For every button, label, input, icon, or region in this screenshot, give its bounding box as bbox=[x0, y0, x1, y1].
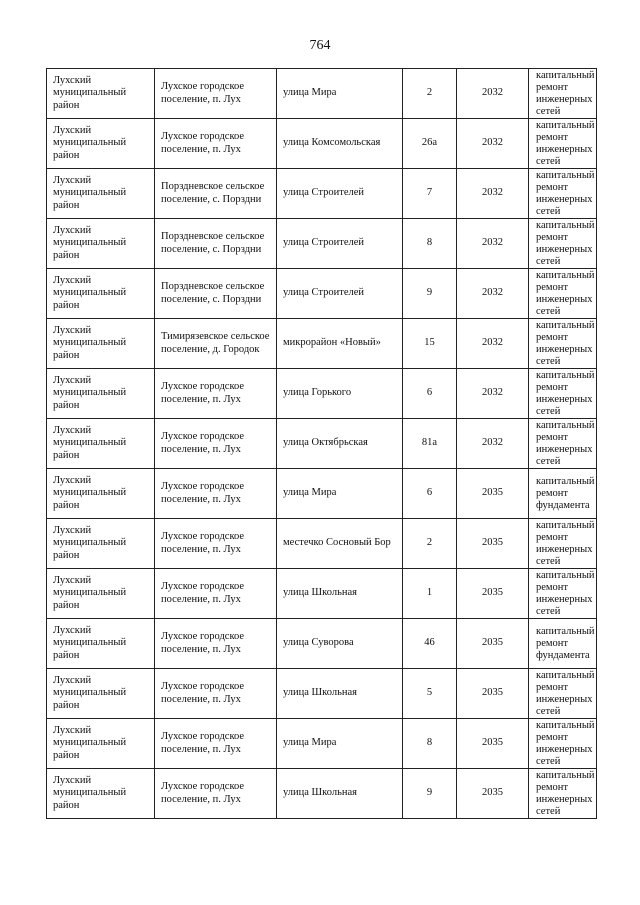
work-type-cell: капитальный ремонт инженерных сетей bbox=[529, 769, 597, 819]
street-cell: улица Суворова bbox=[277, 619, 403, 669]
work-type-cell: капитальный ремонт инженерных сетей bbox=[529, 419, 597, 469]
house-number-cell: 26а bbox=[403, 119, 457, 169]
district-cell: Лухский муниципальный район bbox=[47, 469, 155, 519]
district-cell: Лухский муниципальный район bbox=[47, 669, 155, 719]
district-cell: Лухский муниципальный район bbox=[47, 169, 155, 219]
year-cell: 2035 bbox=[457, 569, 529, 619]
settlement-cell: Лухское городское поселение, п. Лух bbox=[155, 669, 277, 719]
house-number-cell: 6 bbox=[403, 469, 457, 519]
settlement-cell: Лухское городское поселение, п. Лух bbox=[155, 719, 277, 769]
district-cell: Лухский муниципальный район bbox=[47, 569, 155, 619]
table-row bbox=[47, 319, 597, 369]
house-number-cell: 5 bbox=[403, 669, 457, 719]
settlement-cell: Лухское городское поселение, п. Лух bbox=[155, 119, 277, 169]
settlement-cell: Тимирязевское сельское поселение, д. Городок bbox=[155, 319, 277, 369]
house-number-cell: 1 bbox=[403, 569, 457, 619]
settlement-cell: Лухское городское поселение, п. Лух bbox=[155, 369, 277, 419]
street-cell: улица Комсомольская bbox=[277, 119, 403, 169]
district-cell: Лухский муниципальный район bbox=[47, 719, 155, 769]
year-cell: 2032 bbox=[457, 419, 529, 469]
street-cell: улица Мира bbox=[277, 469, 403, 519]
district-cell: Лухский муниципальный район bbox=[47, 219, 155, 269]
district-cell: Лухский муниципальный район bbox=[47, 369, 155, 419]
house-number-cell: 15 bbox=[403, 319, 457, 369]
street-cell: улица Строителей bbox=[277, 219, 403, 269]
work-type-cell: капитальный ремонт фундамента bbox=[529, 469, 597, 519]
settlement-cell: Лухское городское поселение, п. Лух bbox=[155, 519, 277, 569]
year-cell: 2032 bbox=[457, 369, 529, 419]
work-type-cell: капитальный ремонт инженерных сетей bbox=[529, 169, 597, 219]
table-row bbox=[47, 119, 597, 169]
year-cell: 2035 bbox=[457, 669, 529, 719]
year-cell: 2032 bbox=[457, 169, 529, 219]
year-cell: 2035 bbox=[457, 469, 529, 519]
house-number-cell: 9 bbox=[403, 269, 457, 319]
year-cell: 2032 bbox=[457, 119, 529, 169]
work-type-cell: капитальный ремонт инженерных сетей bbox=[529, 719, 597, 769]
year-cell: 2035 bbox=[457, 619, 529, 669]
district-cell: Лухский муниципальный район bbox=[47, 619, 155, 669]
repair-schedule-table bbox=[46, 68, 597, 819]
settlement-cell: Лухское городское поселение, п. Лух bbox=[155, 69, 277, 119]
work-type-cell: капитальный ремонт инженерных сетей bbox=[529, 669, 597, 719]
work-type-cell: капитальный ремонт инженерных сетей bbox=[529, 319, 597, 369]
page-number: 764 bbox=[309, 38, 331, 53]
table-row bbox=[47, 469, 597, 519]
settlement-cell: Лухское городское поселение, п. Лух bbox=[155, 569, 277, 619]
street-cell: местечко Сосновый Бор bbox=[277, 519, 403, 569]
settlement-cell: Порздневское сельское поселение, с. Порздни bbox=[155, 219, 277, 269]
street-cell: улица Школьная bbox=[277, 669, 403, 719]
year-cell: 2032 bbox=[457, 69, 529, 119]
street-cell: улица Строителей bbox=[277, 269, 403, 319]
work-type-cell: капитальный ремонт инженерных сетей bbox=[529, 569, 597, 619]
table-row bbox=[47, 269, 597, 319]
table-row bbox=[47, 769, 597, 819]
work-type-cell: капитальный ремонт инженерных сетей bbox=[529, 519, 597, 569]
table-row bbox=[47, 519, 597, 569]
district-cell: Лухский муниципальный район bbox=[47, 419, 155, 469]
house-number-cell: 81а bbox=[403, 419, 457, 469]
table-row bbox=[47, 219, 597, 269]
district-cell: Лухский муниципальный район bbox=[47, 69, 155, 119]
table-row bbox=[47, 719, 597, 769]
settlement-cell: Лухское городское поселение, п. Лух bbox=[155, 419, 277, 469]
work-type-cell: капитальный ремонт фундамента bbox=[529, 619, 597, 669]
street-cell: микрорайон «Новый» bbox=[277, 319, 403, 369]
table-row bbox=[47, 419, 597, 469]
work-type-cell: капитальный ремонт инженерных сетей bbox=[529, 369, 597, 419]
table-row bbox=[47, 669, 597, 719]
district-cell: Лухский муниципальный район bbox=[47, 519, 155, 569]
table-row bbox=[47, 619, 597, 669]
house-number-cell: 46 bbox=[403, 619, 457, 669]
street-cell: улица Мира bbox=[277, 719, 403, 769]
table-row bbox=[47, 169, 597, 219]
street-cell: улица Строителей bbox=[277, 169, 403, 219]
settlement-cell: Лухское городское поселение, п. Лух bbox=[155, 469, 277, 519]
house-number-cell: 6 bbox=[403, 369, 457, 419]
settlement-cell: Лухское городское поселение, п. Лух bbox=[155, 769, 277, 819]
year-cell: 2032 bbox=[457, 319, 529, 369]
street-cell: улица Мира bbox=[277, 69, 403, 119]
table-row bbox=[47, 69, 597, 119]
work-type-cell: капитальный ремонт инженерных сетей bbox=[529, 219, 597, 269]
district-cell: Лухский муниципальный район bbox=[47, 319, 155, 369]
settlement-cell: Лухское городское поселение, п. Лух bbox=[155, 619, 277, 669]
house-number-cell: 8 bbox=[403, 219, 457, 269]
work-type-cell: капитальный ремонт инженерных сетей bbox=[529, 69, 597, 119]
year-cell: 2035 bbox=[457, 519, 529, 569]
year-cell: 2032 bbox=[457, 269, 529, 319]
house-number-cell: 7 bbox=[403, 169, 457, 219]
year-cell: 2035 bbox=[457, 719, 529, 769]
street-cell: улица Школьная bbox=[277, 569, 403, 619]
house-number-cell: 2 bbox=[403, 519, 457, 569]
street-cell: улица Октябрьская bbox=[277, 419, 403, 469]
table-body bbox=[47, 69, 597, 819]
table-row bbox=[47, 569, 597, 619]
table-row bbox=[47, 369, 597, 419]
settlement-cell: Порздневское сельское поселение, с. Порздни bbox=[155, 269, 277, 319]
settlement-cell: Порздневское сельское поселение, с. Порздни bbox=[155, 169, 277, 219]
street-cell: улица Горького bbox=[277, 369, 403, 419]
street-cell: улица Школьная bbox=[277, 769, 403, 819]
district-cell: Лухский муниципальный район bbox=[47, 269, 155, 319]
year-cell: 2035 bbox=[457, 769, 529, 819]
work-type-cell: капитальный ремонт инженерных сетей bbox=[529, 119, 597, 169]
work-type-cell: капитальный ремонт инженерных сетей bbox=[529, 269, 597, 319]
house-number-cell: 2 bbox=[403, 69, 457, 119]
house-number-cell: 9 bbox=[403, 769, 457, 819]
year-cell: 2032 bbox=[457, 219, 529, 269]
district-cell: Лухский муниципальный район bbox=[47, 119, 155, 169]
district-cell: Лухский муниципальный район bbox=[47, 769, 155, 819]
house-number-cell: 8 bbox=[403, 719, 457, 769]
